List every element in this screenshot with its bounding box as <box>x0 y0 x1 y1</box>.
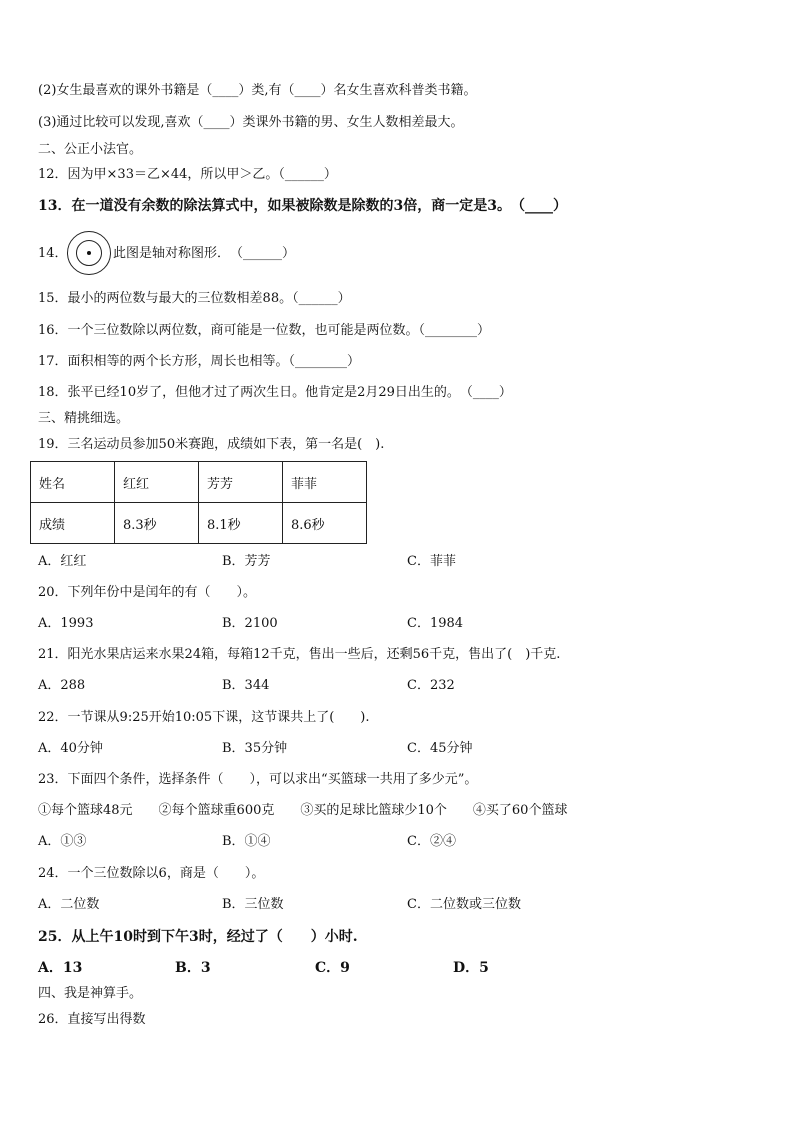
table-cell: 8.3秒 <box>115 503 199 544</box>
question-23: 23．下面四个条件，选择条件（ ），可以求出“买篮球一共用了多少元”。 <box>38 772 478 787</box>
option-25-d: D．5 <box>453 960 489 976</box>
option-21-b: B．344 <box>222 678 270 693</box>
question-13: 13．在一道没有余数的除法算式中，如果被除数是除数的3倍，商一定是3。 （____） <box>38 198 567 214</box>
option-20-a: A．1993 <box>38 616 94 631</box>
option-22-b: B．35分钟 <box>222 741 288 756</box>
question-20: 20．下列年份中是闰年的有（ ）。 <box>38 585 257 600</box>
question-25: 25．从上午10时到下午3时，经过了（ ）小时. <box>38 929 358 945</box>
table-row <box>31 462 367 503</box>
section-heading-3: 三、精挑细选。 <box>38 411 130 426</box>
option-23-b: B．①④ <box>222 834 271 849</box>
option-20-b: B．2100 <box>222 616 278 631</box>
question-17: 17．面积相等的两个长方形，周长也相等。（________） <box>38 354 361 369</box>
question-24: 24．一个三位数除以6，商是（ ）。 <box>38 866 265 881</box>
question-18: 18．张平已经10岁了，但他才过了两次生日。他肯定是2月29日出生的。 （____） <box>38 385 512 400</box>
option-24-c: C．二位数或三位数 <box>407 897 521 912</box>
question-23-conditions: ①每个篮球48元 ②每个篮球重600克 ③买的足球比篮球少10个 ④买了60个篮球 <box>38 803 568 818</box>
concentric-circles-figure <box>67 231 111 275</box>
question-16: 16．一个三位数除以两位数，商可能是一位数，也可能是两位数。（________） <box>38 323 491 338</box>
option-23-c: C．②④ <box>407 834 456 849</box>
option-21-c: C．232 <box>407 678 455 693</box>
question-19: 19．三名运动员参加50米赛跑，成绩如下表，第一名是( ). <box>38 437 385 452</box>
option-19-c: C．菲菲 <box>407 554 456 569</box>
option-20-c: C．1984 <box>407 616 464 631</box>
table-cell: 红红 <box>115 462 199 503</box>
option-25-c: C．9 <box>315 960 350 976</box>
center-dot <box>87 251 91 255</box>
option-24-b: B．三位数 <box>222 897 284 912</box>
table-row <box>31 503 367 544</box>
option-22-a: A．40分钟 <box>38 741 103 756</box>
option-25-b: B．3 <box>175 960 211 976</box>
question-12: 12．因为甲×33＝乙×44，所以甲＞乙。（______） <box>38 167 337 182</box>
table-cell: 姓名 <box>31 462 115 503</box>
score-table <box>30 461 367 544</box>
table-cell: 8.6秒 <box>283 503 367 544</box>
table-cell: 成绩 <box>31 503 115 544</box>
option-19-b: B．芳芳 <box>222 554 271 569</box>
option-25-a: A．13 <box>38 960 83 976</box>
option-19-a: A．红红 <box>38 554 87 569</box>
table-cell: 菲菲 <box>283 462 367 503</box>
section-heading-4: 四、我是神算手。 <box>38 986 143 1001</box>
question-15: 15．最小的两位数与最大的三位数相差88。（______） <box>38 291 351 306</box>
question-14-text: 此图是轴对称图形． （______） <box>113 246 296 261</box>
option-22-c: C．45分钟 <box>407 741 473 756</box>
question-2-3-sub3: (3)通过比较可以发现,喜欢（____）类课外书籍的男、女生人数相差最大。 <box>38 115 464 130</box>
option-23-a: A．①③ <box>38 834 87 849</box>
section-heading-2: 二、公正小法官。 <box>38 142 143 157</box>
table-cell: 芳芳 <box>199 462 283 503</box>
question-21: 21．阳光水果店运来水果24箱，每箱12千克，售出一些后，还剩56千克，售出了( )千克. <box>38 647 561 662</box>
question-14-number: 14． <box>38 246 68 261</box>
table-cell: 8.1秒 <box>199 503 283 544</box>
question-26: 26．直接写出得数 <box>38 1012 146 1027</box>
option-24-a: A．二位数 <box>38 897 100 912</box>
question-22: 22．一节课从9:25开始10:05下课，这节课共上了( ). <box>38 710 370 725</box>
option-21-a: A．288 <box>38 678 86 693</box>
question-2-3-sub2: (2)女生最喜欢的课外书籍是（____）类,有（____）名女生喜欢科普类书籍。 <box>38 83 477 98</box>
